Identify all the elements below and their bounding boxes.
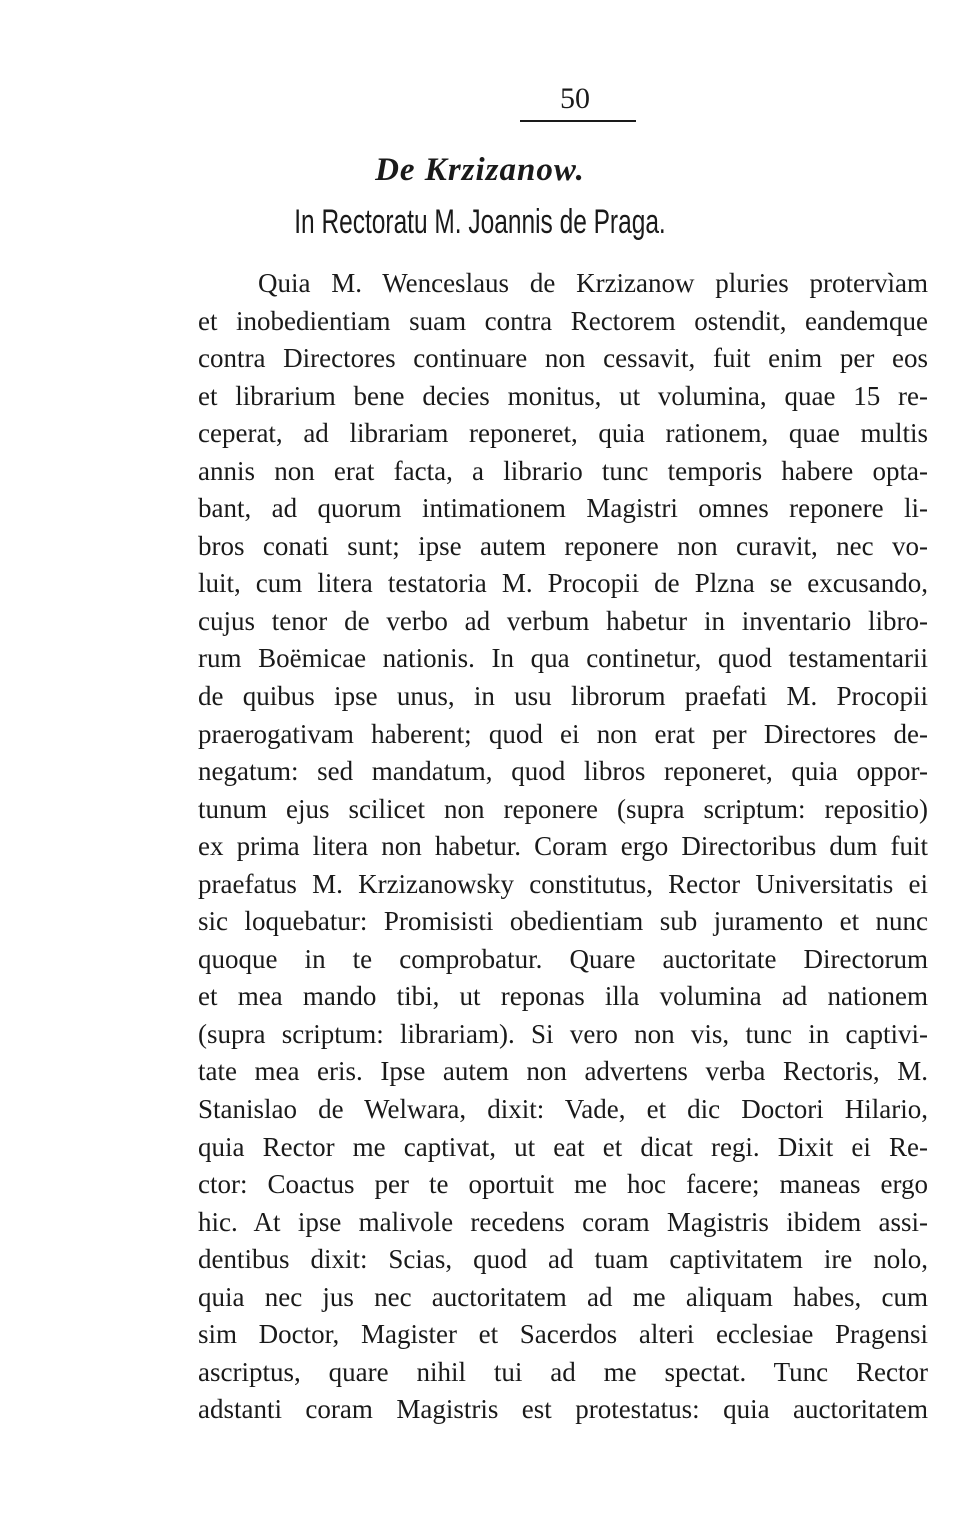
text-line: de quibus ipse unus, in usu librorum praefati M. Procopii (198, 681, 928, 712)
text-line: Quia M. Wenceslaus de Krzizanow pluries protervìam (258, 268, 928, 298)
text-line: sic loquebatur: Promisisti obedientiam sub juramento et nunc (198, 906, 928, 937)
text-line: et librarium bene decies monitus, ut volumina, quae 15 re- (198, 380, 928, 411)
text-line: ceperat, ad librariam reponeret, quia rationem, quae multis (198, 418, 928, 449)
text-line: (supra scriptum: librariam). Si vero non vis, tunc in captivi- (198, 1018, 928, 1049)
text-line: quoque in te comprobatur. Quare auctoritate Directorum (198, 943, 928, 974)
text-line: bant, ad quorum intimationem Magistri omnes reponere li- (198, 493, 928, 524)
text-line: Stanislao de Welwara, dixit: Vade, et dic Doctori Hilario, (198, 1094, 928, 1125)
section-subtitle: In Rectoratu M. Joannis de Praga. (294, 203, 666, 241)
text-line: rum Boëmicae nationis. In qua continetur, quod testamentarii (198, 643, 928, 674)
text-line: et inobedientiam suam contra Rectorem ostendit, eandemque (198, 305, 928, 336)
text-line: quia Rector me captivat, ut eat et dicat regi. Dixit ei Re- (198, 1131, 928, 1162)
text-line: quia nec jus nec auctoritatem ad me aliquam habes, cum (198, 1281, 928, 1312)
section-title: De Krzizanow. (375, 152, 585, 188)
text-line: ctor: Coactus per te oportuit me hoc facere; maneas ergo (198, 1169, 928, 1200)
text-line: negatum: sed mandatum, quod libros reponeret, quia oppor- (198, 756, 928, 787)
text-line: cujus tenor de verbo ad verbum habetur in inventario libro- (198, 605, 928, 636)
text-line: praefatus M. Krzizanowsky constitutus, Rector Universitatis ei (198, 868, 928, 899)
text-line: bros conati sunt; ipse autem reponere non curavit, nec vo- (198, 530, 928, 561)
text-line: dentibus dixit: Scias, quod ad tuam captivitatem ire nolo, (198, 1244, 928, 1275)
body-text (198, 265, 928, 1429)
text-line: praerogativam haberent; quod ei non erat per Directores de- (198, 718, 928, 749)
page-number-rule (520, 120, 636, 122)
text-line: adstanti coram Magistris est protestatus: quia auctoritatem (198, 1394, 928, 1425)
text-line: annis non erat facta, a librario tunc temporis habere opta- (198, 455, 928, 486)
text-line: sim Doctor, Magister et Sacerdos alteri ecclesiae Pragensi (198, 1319, 928, 1350)
text-line: et mea mando tibi, ut reponas illa volumina ad nationem (198, 981, 928, 1012)
text-line: luit, cum litera testatoria M. Procopii de Plzna se excusando, (198, 568, 928, 599)
text-line: tate mea eris. Ipse autem non advertens verba Rectoris, M. (198, 1056, 928, 1087)
text-line: contra Directores continuare non cessavit, fuit enim per eos (198, 343, 928, 374)
text-line: ex prima litera non habetur. Coram ergo Directoribus dum fuit (198, 831, 928, 862)
page-number: 50 (560, 82, 590, 115)
text-line: tunum ejus scilicet non reponere (supra scriptum: repositio) (198, 793, 928, 824)
text-line: ascriptus, quare nihil tui ad me spectat. Tunc Rector (198, 1356, 928, 1387)
text-line: hic. At ipse malivole recedens coram Magistris ibidem assi- (198, 1206, 928, 1237)
